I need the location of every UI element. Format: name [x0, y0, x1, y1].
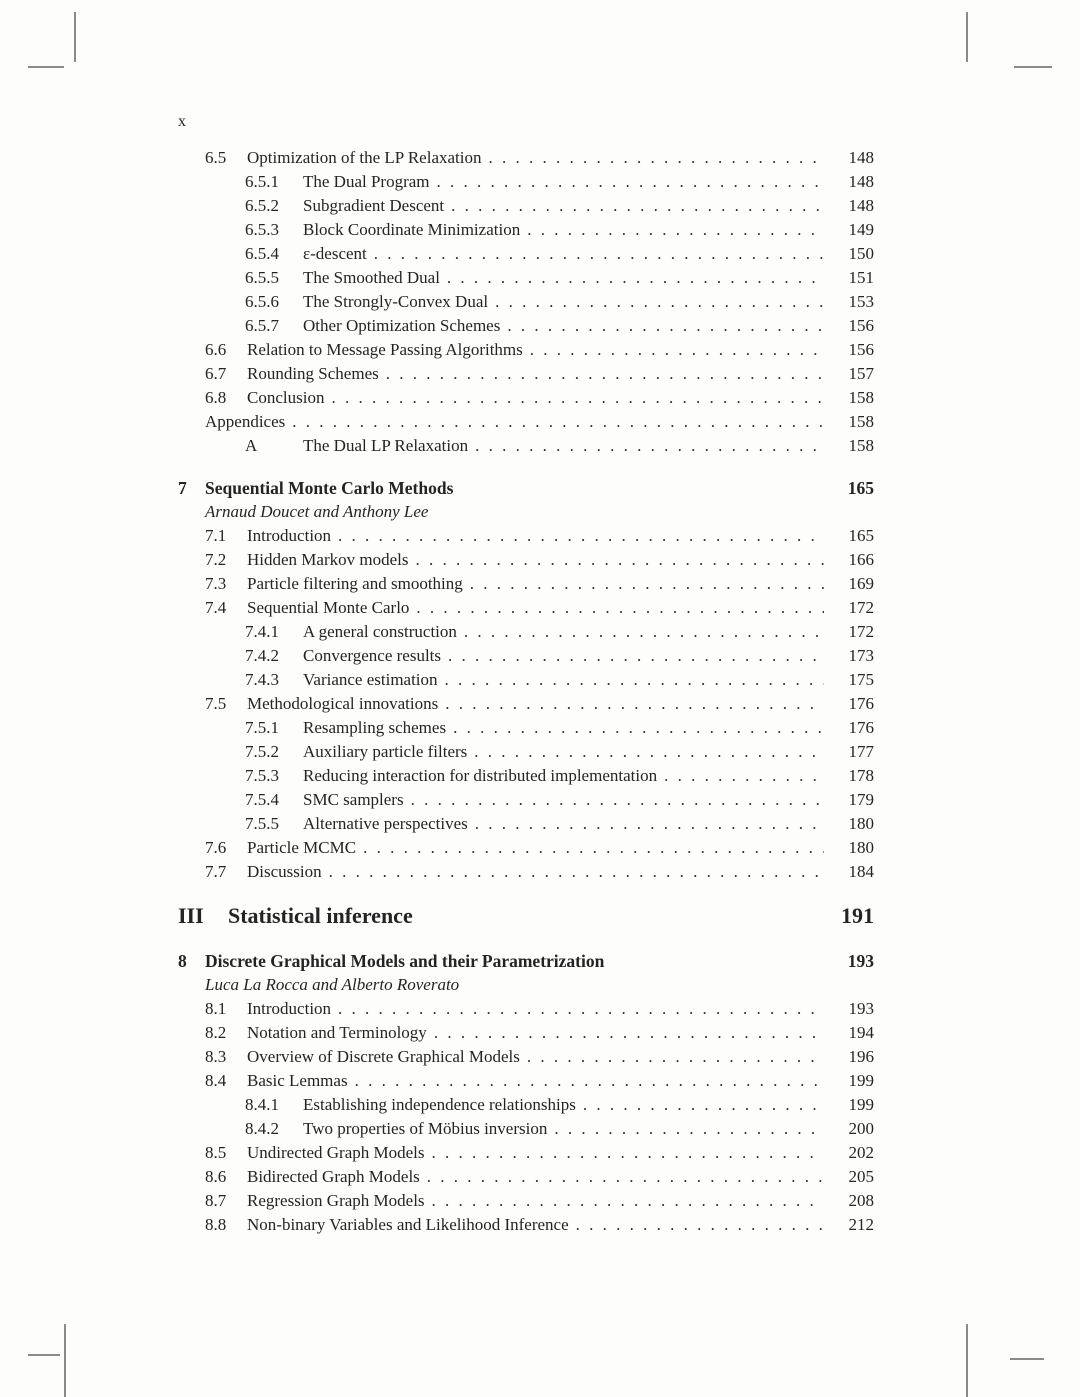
dot-leader	[447, 266, 824, 290]
toc-entry-page: 176	[848, 718, 874, 737]
toc-entry-number: 7.5.5	[245, 814, 279, 833]
toc-row	[178, 362, 874, 386]
toc-row	[178, 1189, 874, 1213]
crop-mark-bottom-right-horizontal	[1010, 1358, 1044, 1360]
dot-leader	[451, 194, 824, 218]
toc-entry-page: 149	[848, 220, 874, 239]
chapter-block	[178, 476, 874, 884]
toc-entry-title: ε-descent	[303, 244, 367, 263]
toc-entry-title: Discussion	[247, 862, 322, 881]
toc-row	[178, 410, 874, 434]
toc-entry-page: 199	[848, 1095, 874, 1114]
toc-entry-title: Overview of Discrete Graphical Models	[247, 1047, 520, 1066]
toc-entry-page: 165	[848, 526, 874, 545]
dot-leader	[386, 362, 824, 386]
dot-leader	[355, 1069, 824, 1093]
crop-mark-top-right-vertical	[966, 12, 968, 62]
toc-entry-title: Non-binary Variables and Likelihood Inference	[247, 1215, 569, 1234]
toc-entry-number: 6.5	[205, 148, 227, 167]
toc-entry-title: Alternative perspectives	[303, 814, 468, 833]
chapter-number: 7	[178, 478, 187, 498]
dot-leader	[576, 1213, 824, 1237]
toc-row	[178, 596, 874, 620]
chapter-number: 8	[178, 951, 187, 971]
toc-row	[178, 812, 874, 836]
dot-leader	[527, 218, 824, 242]
toc-entry-title: The Dual Program	[303, 172, 430, 191]
dot-leader	[363, 836, 824, 860]
toc-entry-number: 6.6	[205, 340, 227, 359]
toc-entry-page: 180	[848, 814, 874, 833]
dot-leader	[437, 170, 824, 194]
toc-entry-title: Two properties of Möbius inversion	[303, 1119, 548, 1138]
dot-leader	[489, 146, 825, 170]
toc-row	[178, 1213, 874, 1237]
dot-leader	[470, 572, 824, 596]
dot-leader	[495, 290, 824, 314]
toc-entry-page: 156	[848, 316, 874, 335]
toc-entry-page: 179	[848, 790, 874, 809]
toc-row	[178, 1069, 874, 1093]
toc-row	[178, 764, 874, 788]
toc-entry-page: 156	[848, 340, 874, 359]
toc-entry-number: 6.8	[205, 388, 227, 407]
crop-mark-bottom-left-vertical	[64, 1324, 66, 1397]
toc-row	[178, 1141, 874, 1165]
dot-leader	[415, 548, 824, 572]
toc-entry-number: 6.5.5	[245, 268, 279, 287]
toc-entry-number: 7.1	[205, 526, 227, 545]
toc-entry-title: Conclusion	[247, 388, 325, 407]
toc-entry-number: 7.5.4	[245, 790, 279, 809]
toc-entry-title: Methodological innovations	[247, 694, 439, 713]
dot-leader	[474, 740, 824, 764]
toc-row	[178, 314, 874, 338]
toc-entry-title: Subgradient Descent	[303, 196, 445, 215]
toc-entry-page: 148	[848, 196, 874, 215]
toc-row	[178, 548, 874, 572]
toc-entry-number: 8.2	[205, 1023, 227, 1042]
crop-mark-bottom-left-horizontal	[28, 1354, 60, 1356]
toc-entry-number: 7.5.3	[245, 766, 279, 785]
chapter-authors-row	[178, 973, 874, 997]
toc-entry-title: Convergence results	[303, 646, 442, 665]
toc-entry-page: 148	[848, 148, 874, 167]
dot-leader	[292, 410, 824, 434]
toc-row	[178, 146, 874, 170]
dot-leader	[664, 764, 824, 788]
toc-entry-title: Hidden Markov models	[247, 550, 409, 569]
toc-row	[178, 572, 874, 596]
toc-entry-page: 173	[848, 646, 874, 665]
part-page: 191	[841, 903, 874, 928]
toc-entry-title: Variance estimation	[303, 670, 438, 689]
toc-entry-number: 7.3	[205, 574, 227, 593]
chapter-authors: Arnaud Doucet and Anthony Lee	[205, 502, 429, 521]
toc-entry-page: 175	[848, 670, 874, 689]
toc-entry-page: 151	[848, 268, 874, 287]
dot-leader	[453, 716, 824, 740]
toc-entry-number: 6.5.3	[245, 220, 279, 239]
toc-entry-number: 8.8	[205, 1215, 227, 1234]
toc-entry-title: A general construction	[303, 622, 457, 641]
toc-entry-page: 172	[848, 598, 874, 617]
toc-entry-page: 153	[848, 292, 874, 311]
dot-leader	[448, 644, 824, 668]
toc-entry-number: 8.4	[205, 1071, 227, 1090]
toc-row	[178, 997, 874, 1021]
toc-row	[178, 788, 874, 812]
dot-leader	[475, 812, 824, 836]
toc-row	[178, 524, 874, 548]
toc-row	[178, 860, 874, 884]
toc-entry-title: The Strongly-Convex Dual	[303, 292, 489, 311]
dot-leader	[530, 338, 824, 362]
toc-entry-page: 194	[848, 1023, 874, 1042]
chapter-page: 193	[847, 951, 874, 971]
toc-entry-page: 150	[848, 244, 874, 263]
toc-row	[178, 170, 874, 194]
dot-leader	[411, 788, 824, 812]
toc-row	[178, 836, 874, 860]
toc-entry-title: Regression Graph Models	[247, 1191, 425, 1210]
toc-entry-title: The Smoothed Dual	[303, 268, 440, 287]
dot-leader	[432, 1141, 824, 1165]
toc-entry-number: A	[245, 436, 258, 455]
toc-entry-number: 7.4	[205, 598, 227, 617]
dot-leader	[338, 997, 824, 1021]
part-number: III	[178, 903, 204, 928]
toc-entry-page: 177	[848, 742, 874, 761]
toc-entry-number: 7.5	[205, 694, 227, 713]
section-block	[178, 146, 874, 458]
toc-entry-page: 205	[848, 1167, 874, 1186]
chapter-authors-row	[178, 500, 874, 524]
toc-entry-page: 202	[848, 1143, 874, 1162]
toc-entry-title: Other Optimization Schemes	[303, 316, 501, 335]
toc-entry-number: 8.4.1	[245, 1095, 279, 1114]
toc-row	[178, 338, 874, 362]
toc-entry-number: 8.7	[205, 1191, 227, 1210]
toc-row	[178, 1045, 874, 1069]
toc-entry-number: 6.7	[205, 364, 227, 383]
chapter-page: 165	[847, 478, 874, 498]
chapter-title: Sequential Monte Carlo Methods	[205, 478, 454, 498]
toc-entry-page: 166	[848, 550, 874, 569]
crop-mark-top-right-horizontal	[1014, 66, 1052, 68]
toc-entry-number: 7.7	[205, 862, 227, 881]
toc-entry-page: 184	[848, 862, 874, 881]
dot-leader	[374, 242, 824, 266]
toc-entry-page: 208	[848, 1191, 874, 1210]
toc-entry-page: 200	[848, 1119, 874, 1138]
toc-entry-title: Block Coordinate Minimization	[303, 220, 521, 239]
toc-entry-page: 169	[848, 574, 874, 593]
dot-leader	[329, 860, 824, 884]
toc-entry-title: Notation and Terminology	[247, 1023, 427, 1042]
toc-row	[178, 266, 874, 290]
toc-entry-number: 6.5.4	[245, 244, 279, 263]
toc-entry-title: Establishing independence relationships	[303, 1095, 576, 1114]
dot-leader	[427, 1165, 824, 1189]
toc-entry-title: Sequential Monte Carlo	[247, 598, 410, 617]
crop-mark-bottom-right-vertical	[966, 1324, 968, 1397]
dot-leader	[475, 434, 824, 458]
toc-entry-number: 6.5.6	[245, 292, 279, 311]
toc-row	[178, 740, 874, 764]
toc-row	[178, 242, 874, 266]
toc-row	[178, 218, 874, 242]
toc-row	[178, 1117, 874, 1141]
toc-entry-page: 176	[848, 694, 874, 713]
toc-entry-page: 148	[848, 172, 874, 191]
toc-entry-number: 7.5.2	[245, 742, 279, 761]
toc-entry-page: 180	[848, 838, 874, 857]
dot-leader	[507, 314, 824, 338]
toc-row	[178, 1093, 874, 1117]
toc-entry-title: Resampling schemes	[303, 718, 447, 737]
dot-leader	[331, 386, 824, 410]
toc-row	[178, 668, 874, 692]
toc-entry-number: 6.5.7	[245, 316, 279, 335]
toc-row	[178, 1165, 874, 1189]
dot-leader	[416, 596, 824, 620]
toc-entry-title: Relation to Message Passing Algorithms	[247, 340, 523, 359]
toc-entry-page: 158	[848, 412, 874, 431]
toc-entry-number: 7.5.1	[245, 718, 279, 737]
dot-leader	[432, 1189, 824, 1213]
toc	[178, 146, 874, 1237]
toc-row	[178, 620, 874, 644]
chapter-title: Discrete Graphical Models and their Parametrization	[205, 951, 605, 971]
toc-entry-number: 8.6	[205, 1167, 227, 1186]
toc-entry-title: Particle filtering and smoothing	[247, 574, 463, 593]
toc-entry-page: 158	[848, 388, 874, 407]
dot-leader	[583, 1093, 824, 1117]
toc-entry-title: Appendices	[205, 412, 286, 431]
dot-leader	[338, 524, 824, 548]
toc-entry-title: Undirected Graph Models	[247, 1143, 425, 1162]
toc-entry-number: 8.4.2	[245, 1119, 279, 1138]
dot-leader	[527, 1045, 824, 1069]
dot-leader	[434, 1021, 824, 1045]
chapter-heading	[178, 949, 874, 973]
toc-row	[178, 692, 874, 716]
part-title: Statistical inference	[228, 903, 413, 928]
toc-entry-page: 172	[848, 622, 874, 641]
toc-row	[178, 644, 874, 668]
toc-entry-page: 157	[848, 364, 874, 383]
dot-leader	[445, 668, 824, 692]
toc-entry-number: 6.5.1	[245, 172, 279, 191]
toc-row	[178, 194, 874, 218]
dot-leader	[445, 692, 824, 716]
toc-entry-title: Auxiliary particle filters	[303, 742, 468, 761]
toc-entry-page: 193	[848, 999, 874, 1018]
dot-leader	[464, 620, 824, 644]
toc-entry-number: 7.4.1	[245, 622, 279, 641]
toc-entry-number: 7.2	[205, 550, 227, 569]
toc-entry-title: Rounding Schemes	[247, 364, 379, 383]
toc-entry-title: Reducing interaction for distributed implementation	[303, 766, 658, 785]
toc-entry-title: Introduction	[247, 999, 332, 1018]
toc-entry-page: 199	[848, 1071, 874, 1090]
page-number-header: x	[178, 113, 186, 130]
crop-mark-top-left-horizontal	[28, 66, 64, 68]
toc-row	[178, 290, 874, 314]
toc-entry-page: 178	[848, 766, 874, 785]
toc-entry-number: 7.4.3	[245, 670, 279, 689]
toc-entry-title: The Dual LP Relaxation	[303, 436, 469, 455]
toc-entry-title: Particle MCMC	[247, 838, 357, 857]
toc-entry-number: 7.4.2	[245, 646, 279, 665]
toc-entry-title: SMC samplers	[303, 790, 404, 809]
toc-row	[178, 434, 874, 458]
toc-entry-number: 8.5	[205, 1143, 227, 1162]
chapter-block	[178, 949, 874, 1237]
toc-row	[178, 1021, 874, 1045]
toc-entry-number: 8.3	[205, 1047, 227, 1066]
toc-entry-number: 6.5.2	[245, 196, 279, 215]
toc-entry-title: Introduction	[247, 526, 332, 545]
chapter-authors: Luca La Rocca and Alberto Roverato	[205, 975, 460, 994]
dot-leader	[554, 1117, 824, 1141]
part-heading	[178, 901, 874, 931]
toc-entry-title: Optimization of the LP Relaxation	[247, 148, 482, 167]
toc-row	[178, 386, 874, 410]
toc-row	[178, 716, 874, 740]
toc-entry-number: 8.1	[205, 999, 227, 1018]
toc-entry-title: Basic Lemmas	[247, 1071, 348, 1090]
toc-entry-page: 196	[848, 1047, 874, 1066]
toc-entry-title: Bidirected Graph Models	[247, 1167, 420, 1186]
toc-entry-page: 212	[848, 1215, 874, 1234]
toc-entry-page: 158	[848, 436, 874, 455]
toc-entry-number: 7.6	[205, 838, 227, 857]
crop-mark-top-left-vertical	[74, 12, 76, 62]
chapter-heading	[178, 476, 874, 500]
